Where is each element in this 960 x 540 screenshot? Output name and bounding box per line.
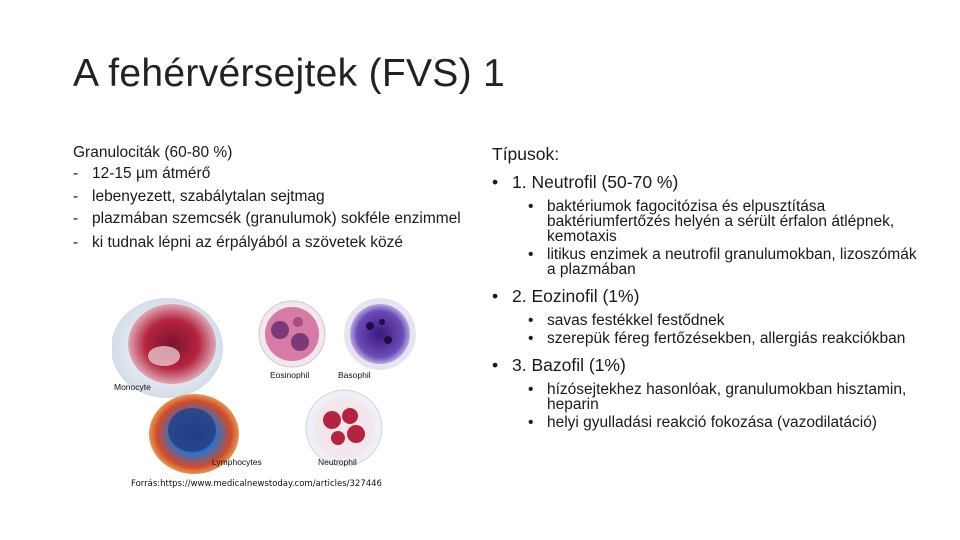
basophil-cell	[344, 298, 416, 370]
list-item: - ki tudnak lépni az érpályából a szövetek közé	[73, 234, 404, 251]
lymphocytes-label: Lymphocytes	[212, 457, 262, 467]
neutrophil-cell	[306, 390, 382, 466]
list-item: • savas festékkel festődnek	[528, 312, 725, 329]
list-item: • helyi gyulladási reakció fokozása (vazodilatáció)	[528, 414, 877, 431]
list-item: • szerepük féreg fertőzésekben, allergiás reakciókban	[528, 330, 906, 347]
type-eosinophil: • 2. Eozinofil (1%)	[492, 286, 640, 306]
left-column	[73, 143, 473, 256]
basophil-label: Basophil	[338, 370, 371, 380]
basophil-details	[492, 382, 922, 430]
eosinophil-details	[492, 313, 922, 346]
granulocytes-heading: Granulociták (60-80 %)	[73, 144, 233, 161]
eosinophil-label: Eosinophil	[270, 370, 310, 380]
slide-title: A fehérvérsejtek (FVS) 1	[73, 52, 506, 95]
neutrophil-details	[492, 199, 922, 277]
neutrophil-label: Neutrophil	[318, 457, 357, 467]
image-source-caption: Forrás:https://www.medicalnewstoday.com/articles/327446	[131, 479, 382, 489]
granulocytes-list	[73, 164, 473, 253]
list-item: • litikus enzimek a neutrofil granulumokban, lizoszómák a plazmában	[528, 246, 917, 278]
eosinophil-cell	[259, 301, 325, 367]
types-heading: Típusok:	[492, 144, 560, 164]
white-blood-cells-image	[112, 296, 450, 474]
right-column	[492, 143, 922, 438]
monocyte-label: Monocyte	[114, 382, 151, 392]
type-basophil: • 3. Bazofil (1%)	[492, 355, 626, 375]
list-item: • hízósejtekhez hasonlóak, granulumokban hisztamin, heparin	[528, 381, 907, 413]
list-item: - lebenyezett, szabálytalan sejtmag	[73, 188, 325, 205]
list-item: • baktériumok fagocitózisa és elpusztítása baktériumfertőzés helyén a sérült érfalon átlépnek, kemotaxis	[528, 198, 895, 245]
list-item: - plazmában szemcsék (granulumok) sokféle enzimmel	[73, 210, 461, 227]
list-item: - 12-15 µm átmérő	[73, 165, 211, 182]
type-neutrophil: • 1. Neutrofil (50-70 %)	[492, 172, 679, 192]
